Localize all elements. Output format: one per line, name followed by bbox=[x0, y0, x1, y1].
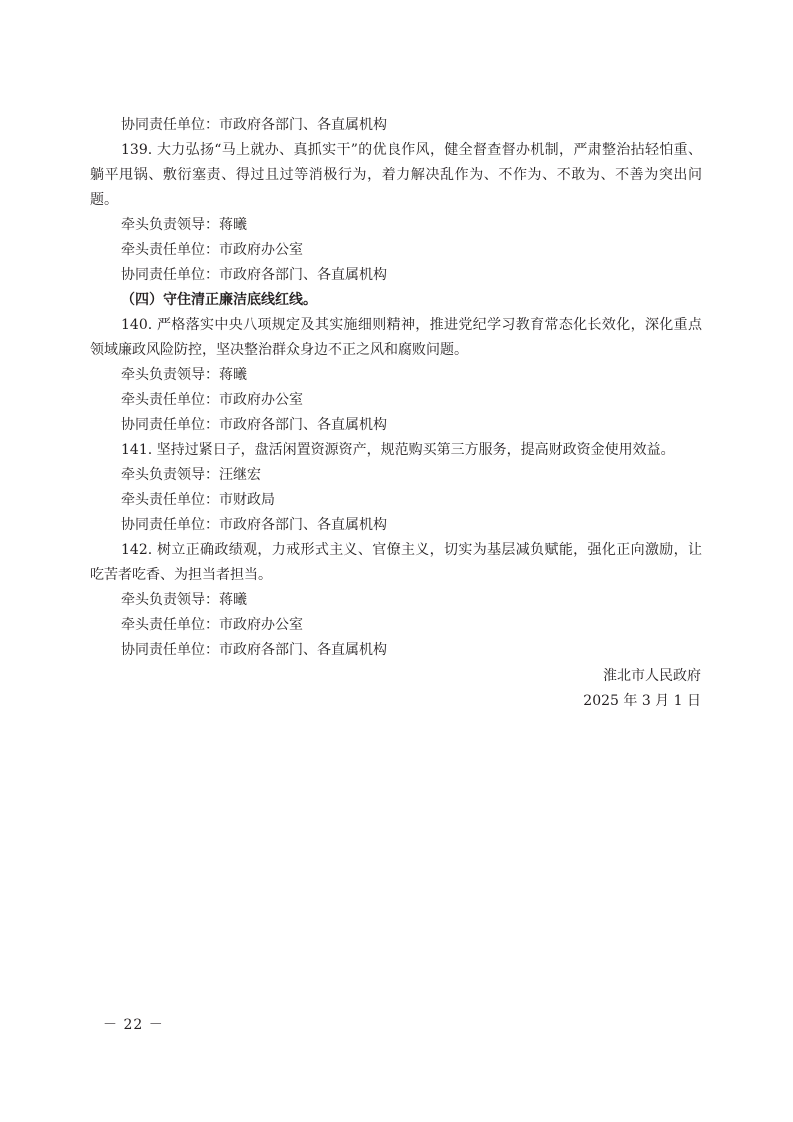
paragraph-text: 牵头责任单位：市政府办公室 bbox=[121, 617, 303, 633]
paragraph-text: 牵头负责领导：蒋曦 bbox=[121, 217, 247, 233]
paragraph-text: 牵头责任单位：市政府办公室 bbox=[121, 242, 303, 258]
issuer-name: 淮北市人民政府 bbox=[603, 668, 701, 684]
page-number: － 22 － bbox=[103, 1017, 164, 1033]
paragraph-text: 协同责任单位：市政府各部门、各直属机构 bbox=[121, 117, 387, 133]
paragraph-text: 牵头负责领导：汪继宏 bbox=[121, 467, 261, 483]
signature-block bbox=[583, 664, 701, 714]
paragraph-text: 140. 严格落实中央八项规定及其实施细则精神，推进党纪学习教育常态化长效化，深化重点领域廉政风险防控，坚决整治群众身边不正之风和腐败问题。 bbox=[90, 317, 702, 358]
paragraph-text: 牵头责任单位：市政府办公室 bbox=[121, 392, 303, 408]
issue-date: 2025 年 3 月 1 日 bbox=[583, 693, 701, 709]
section-heading: （四）守住清正廉洁底线红线。 bbox=[121, 292, 317, 308]
paragraph-text: 协同责任单位：市政府各部门、各直属机构 bbox=[121, 517, 387, 533]
paragraph-text: 牵头责任单位：市财政局 bbox=[121, 492, 275, 508]
paragraph-text: 139. 大力弘扬“马上就办、真抓实干”的优良作风，健全督查督办机制，严肃整治拈轻怕重、躺平甩锅、敷衍塞责、得过且过等消极行为，着力解决乱作为、不作为、不敢为、不善为突出问题。 bbox=[90, 142, 702, 208]
paragraph-text: 牵头负责领导：蒋曦 bbox=[121, 367, 247, 383]
document-body bbox=[90, 113, 702, 663]
paragraph-text: 牵头负责领导：蒋曦 bbox=[121, 592, 247, 608]
paragraph-text: 协同责任单位：市政府各部门、各直属机构 bbox=[121, 642, 387, 658]
paragraph-text: 141. 坚持过紧日子，盘活闲置资源资产，规范购买第三方服务，提高财政资金使用效益。 bbox=[121, 442, 675, 458]
paragraph-text: 协同责任单位：市政府各部门、各直属机构 bbox=[121, 417, 387, 433]
paragraph-text: 142. 树立正确政绩观，力戒形式主义、官僚主义，切实为基层减负赋能，强化正向激励，让吃苦者吃香、为担当者担当。 bbox=[90, 542, 702, 583]
paragraph-text: 协同责任单位：市政府各部门、各直属机构 bbox=[121, 267, 387, 283]
